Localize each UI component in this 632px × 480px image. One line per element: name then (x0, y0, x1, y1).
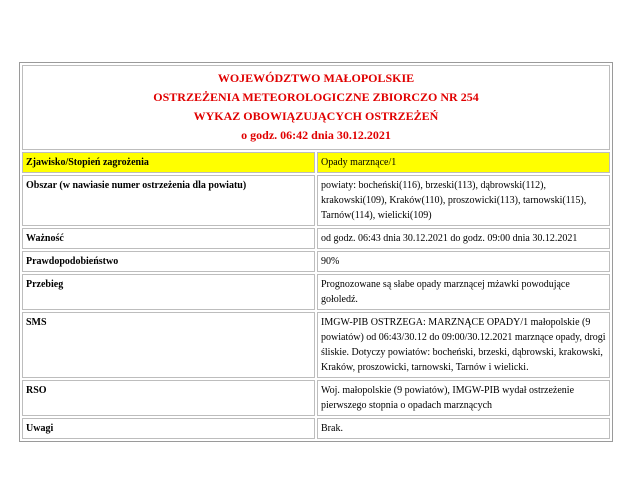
document-header (22, 65, 610, 150)
row-value: Prognozowane są słabe opady marznącej mżawki powodujące gołoledź. (317, 274, 610, 310)
header-region: WOJEWÓDZTWO MAŁOPOLSKIE (217, 71, 415, 85)
warning-document (19, 62, 613, 442)
row-value: Brak. (317, 418, 610, 439)
row-label: SMS (22, 312, 315, 378)
row-value: Woj. małopolskie (9 powiatów), IMGW-PIB wydał ostrzeżenie pierwszego stopnia o opadach marznących (317, 380, 610, 416)
header-subtitle: WYKAZ OBOWIĄZUJĄCYCH OSTRZEŻEŃ (193, 109, 439, 123)
header-timestamp: o godz. 06:42 dnia 30.12.2021 (241, 128, 391, 142)
warning-table (19, 62, 613, 442)
row-label: RSO (22, 380, 315, 416)
row-label: Prawdopodobieństwo (22, 251, 315, 272)
header-title: OSTRZEŻENIA METEOROLOGICZNE ZBIORCZO NR 254 (153, 90, 479, 104)
row-label: Uwagi (22, 418, 315, 439)
row-value: od godz. 06:43 dnia 30.12.2021 do godz. 09:00 dnia 30.12.2021 (317, 228, 610, 249)
table-row-sms (22, 312, 610, 378)
row-label: Ważność (22, 228, 315, 249)
table-row-course (22, 274, 610, 310)
row-label: Obszar (w nawiasie numer ostrzeżenia dla powiatu) (22, 175, 315, 226)
row-label: Zjawisko/Stopień zagrożenia (22, 152, 315, 173)
table-row-rso (22, 380, 610, 416)
header-row (22, 65, 610, 150)
row-value: powiaty: bocheński(116), brzeski(113), dąbrowski(112), krakowski(109), Kraków(110), proszowicki(113), tarnowski(115), Tarnów(114), wielicki(109) (317, 175, 610, 226)
table-row-remarks (22, 418, 610, 439)
row-value: Opady marznące/1 (317, 152, 610, 173)
table-row-probability (22, 251, 610, 272)
table-row-area (22, 175, 610, 226)
row-value: 90% (317, 251, 610, 272)
row-label: Przebieg (22, 274, 315, 310)
table-row-validity (22, 228, 610, 249)
table-row-phenomenon (22, 152, 610, 173)
row-value: IMGW-PIB OSTRZEGA: MARZNĄCE OPADY/1 małopolskie (9 powiatów) od 06:43/30.12 do 09:00/30.12.2021 marznące opady, drogi śliskie. Dotyczy powiatów: bocheński, brzeski, dąbrowski, krakowski, Kraków, proszowicki, tarnowski, Tarnów i wielicki. (317, 312, 610, 378)
